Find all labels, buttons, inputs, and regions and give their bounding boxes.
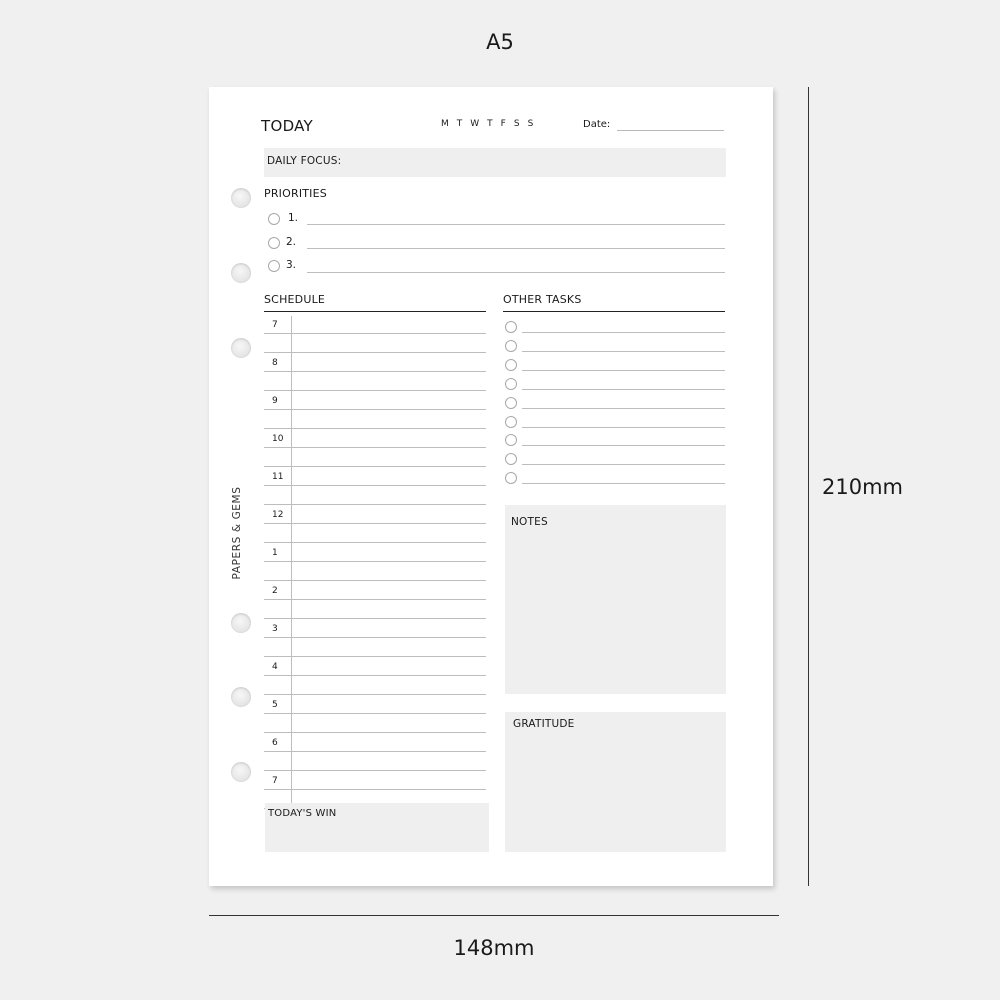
- priority-checkbox[interactable]: [268, 213, 280, 225]
- task-checkbox[interactable]: [505, 378, 517, 390]
- width-dimension-label: 148mm: [453, 936, 535, 960]
- notes-label: NOTES: [511, 516, 548, 528]
- brand-name: PAPERS & GEMS: [231, 486, 243, 580]
- schedule-slot-line[interactable]: [264, 732, 486, 733]
- priority-number: 1.: [288, 212, 299, 224]
- gratitude-box[interactable]: [505, 712, 726, 852]
- schedule-slot-line[interactable]: [264, 523, 486, 524]
- task-line[interactable]: [522, 332, 725, 333]
- schedule-slot-line[interactable]: [264, 789, 486, 790]
- daily-focus-label: DAILY FOCUS:: [267, 155, 342, 167]
- schedule-slot-line[interactable]: [264, 618, 486, 619]
- schedule-slot-line[interactable]: [264, 694, 486, 695]
- weekday-letter[interactable]: S: [527, 119, 534, 129]
- schedule-hour-label: 2: [272, 586, 278, 596]
- weekday-letter[interactable]: W: [470, 119, 480, 129]
- priority-line[interactable]: [307, 224, 725, 225]
- task-line[interactable]: [522, 351, 725, 352]
- weekday-letter[interactable]: S: [513, 119, 520, 129]
- schedule-hour-label: 7: [272, 776, 278, 786]
- binder-hole: [231, 263, 251, 283]
- task-checkbox[interactable]: [505, 321, 517, 333]
- binder-hole: [231, 188, 251, 208]
- todays-win-label: TODAY'S WIN: [268, 808, 337, 819]
- paper-size-label: A5: [486, 30, 514, 54]
- schedule-slot-line[interactable]: [264, 485, 486, 486]
- schedule-slot-line[interactable]: [264, 352, 486, 353]
- width-dimension-line: [209, 915, 779, 916]
- weekday-letter[interactable]: T: [487, 119, 493, 129]
- schedule-slot-line[interactable]: [264, 751, 486, 752]
- task-checkbox[interactable]: [505, 472, 517, 484]
- priority-number: 2.: [286, 236, 297, 248]
- task-line[interactable]: [522, 445, 725, 446]
- schedule-title: SCHEDULE: [264, 293, 326, 306]
- schedule-hour-label: 1: [272, 548, 278, 558]
- schedule-slot-line[interactable]: [264, 599, 486, 600]
- schedule-slot-line[interactable]: [264, 390, 486, 391]
- schedule-slot-line[interactable]: [264, 447, 486, 448]
- weekday-letter[interactable]: F: [500, 119, 506, 129]
- schedule-hour-label: 3: [272, 624, 278, 634]
- task-checkbox[interactable]: [505, 416, 517, 428]
- task-line[interactable]: [522, 483, 725, 484]
- task-checkbox[interactable]: [505, 397, 517, 409]
- notes-box[interactable]: [505, 505, 726, 694]
- page-title: TODAY: [261, 117, 314, 135]
- schedule-slot-line[interactable]: [264, 428, 486, 429]
- schedule-slot-line[interactable]: [264, 371, 486, 372]
- task-checkbox[interactable]: [505, 340, 517, 352]
- priority-checkbox[interactable]: [268, 260, 280, 272]
- priorities-title: PRIORITIES: [264, 187, 327, 200]
- schedule-header-rule: [264, 311, 486, 312]
- schedule-slot-line[interactable]: [264, 542, 486, 543]
- height-dimension-label: 210mm: [822, 475, 903, 499]
- schedule-slot-line[interactable]: [264, 675, 486, 676]
- other-tasks-header-rule: [503, 311, 725, 312]
- task-line[interactable]: [522, 389, 725, 390]
- schedule-hour-label: 7: [272, 320, 278, 330]
- task-checkbox[interactable]: [505, 359, 517, 371]
- schedule-hour-label: 5: [272, 700, 278, 710]
- schedule-hour-label: 10: [272, 434, 284, 444]
- weekday-letter[interactable]: M: [441, 119, 449, 129]
- schedule-slot-line[interactable]: [264, 504, 486, 505]
- schedule-slot-line[interactable]: [264, 637, 486, 638]
- weekday-letter[interactable]: T: [456, 119, 463, 129]
- schedule-slot-line[interactable]: [264, 656, 486, 657]
- schedule-slot-line[interactable]: [264, 333, 486, 334]
- priority-number: 3.: [286, 259, 297, 271]
- schedule-slot-line[interactable]: [264, 466, 486, 467]
- schedule-hour-label: 12: [272, 510, 284, 520]
- schedule-hour-label: 8: [272, 358, 278, 368]
- daily-focus-box[interactable]: [264, 148, 726, 177]
- priority-checkbox[interactable]: [268, 237, 280, 249]
- task-line[interactable]: [522, 464, 725, 465]
- priority-line[interactable]: [307, 248, 725, 249]
- binder-hole: [231, 687, 251, 707]
- task-line[interactable]: [522, 427, 725, 428]
- task-checkbox[interactable]: [505, 453, 517, 465]
- binder-hole: [231, 762, 251, 782]
- schedule-hour-label: 4: [272, 662, 278, 672]
- schedule-slot-line[interactable]: [264, 580, 486, 581]
- weekday-selector: [441, 119, 533, 129]
- height-dimension-line: [808, 87, 809, 886]
- task-line[interactable]: [522, 408, 725, 409]
- other-tasks-title: OTHER TASKS: [503, 293, 582, 306]
- binder-hole: [231, 338, 251, 358]
- schedule-slot-line[interactable]: [264, 561, 486, 562]
- schedule-slot-line[interactable]: [264, 713, 486, 714]
- schedule-slot-line[interactable]: [264, 770, 486, 771]
- schedule-hour-label: 9: [272, 396, 278, 406]
- schedule-hour-label: 6: [272, 738, 278, 748]
- todays-win-box[interactable]: [265, 803, 489, 852]
- task-checkbox[interactable]: [505, 434, 517, 446]
- planner-sheet: [209, 87, 773, 886]
- task-line[interactable]: [522, 370, 725, 371]
- date-field[interactable]: [617, 130, 724, 131]
- priority-line[interactable]: [307, 272, 725, 273]
- gratitude-label: GRATITUDE: [513, 718, 575, 730]
- schedule-slot-line[interactable]: [264, 409, 486, 410]
- date-label: Date:: [583, 119, 611, 130]
- binder-hole: [231, 613, 251, 633]
- schedule-hour-label: 11: [272, 472, 284, 482]
